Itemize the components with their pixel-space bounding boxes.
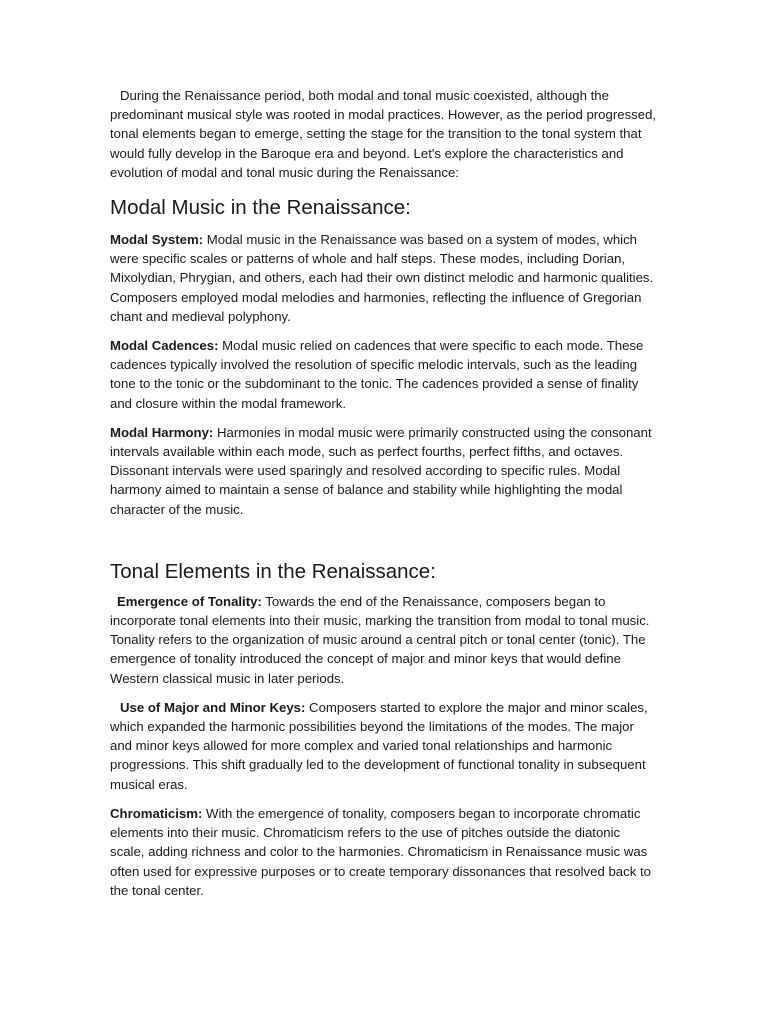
chromaticism-paragraph	[110, 804, 658, 900]
emergence-of-tonality-text: Towards the end of the Renaissance, composers began to incorporate tonal elements into their music, marking the transition from modal to tonal music. Tonality refers to the organization of music around a central pitch or tonal center (tonic). The emergence of tonality introduced the concept of major and minor keys that would define Western classical music in later periods.	[110, 593, 650, 686]
modal-cadences-text: Modal music relied on cadences that were specific to each mode. These cadences typically involved the resolution of specific melodic intervals, such as the leading tone to the tonic or the subdominant to the tonic. The cadences provided a sense of finality and closure within the modal framework.	[110, 338, 644, 411]
major-minor-keys-term: Use of Major and Minor Keys:	[120, 699, 306, 715]
modal-harmony-text: Harmonies in modal music were primarily constructed using the consonant intervals available within each mode, such as perfect fourths, perfect fifths, and octaves. Dissonant intervals were used sparingly and resolved according to specific rules. Modal harmony aimed to maintain a sense of balance and stability while highlighting the modal character of the music.	[110, 424, 652, 517]
modal-system-term: Modal System:	[110, 232, 204, 248]
tonal-section-heading: Tonal Elements in the Renaissance:	[110, 559, 436, 583]
modal-system-paragraph	[110, 230, 658, 326]
modal-harmony-paragraph	[110, 423, 658, 519]
emergence-of-tonality-paragraph	[110, 592, 658, 688]
modal-section-heading: Modal Music in the Renaissance:	[110, 196, 411, 220]
major-minor-keys-text: Composers started to explore the major and minor scales, which expanded the harmonic possibilities beyond the limitations of the modes. The major and minor keys allowed for more complex and varied tonal relationships and harmonic progressions. This shift gradually led to the development of functional tonality in subsequent musical eras.	[110, 699, 648, 792]
major-minor-keys-paragraph	[110, 698, 658, 794]
modal-cadences-paragraph	[110, 336, 658, 413]
chromaticism-term: Chromaticism:	[110, 805, 203, 821]
modal-system-text: Modal music in the Renaissance was based on a system of modes, which were specific scales or patterns of whole and half steps. These modes, including Dorian, Mixolydian, Phrygian, and others, each had their own distinct melodic and harmonic qualities. Composers employed modal melodies and harmonies, reflecting the influence of Gregorian chant and medieval polyphony.	[110, 232, 654, 324]
modal-cadences-term: Modal Cadences:	[110, 338, 219, 354]
intro-paragraph: During the Renaissance period, both modal and tonal music coexisted, although the predominant musical style was rooted in modal practices. However, as the period progressed, tonal elements began to emerge, setting the stage for the transition to the tonal system that would fully develop in the Baroque era and beyond. Let's explore the characteristics and evolution of modal and tonal music during the Renaissance:	[110, 88, 657, 180]
modal-harmony-term: Modal Harmony:	[110, 424, 214, 440]
chromaticism-text: With the emergence of tonality, composers began to incorporate chromatic elements into their music. Chromaticism refers to the use of pitches outside the diatonic scale, adding richness and color to the harmonies. Chromaticism in Renaissance music was often used for expressive purposes or to create temporary dissonances that resolved back to the tonal center.	[110, 805, 651, 898]
emergence-of-tonality-term: Emergence of Tonality:	[117, 593, 262, 609]
document-page	[110, 86, 658, 910]
